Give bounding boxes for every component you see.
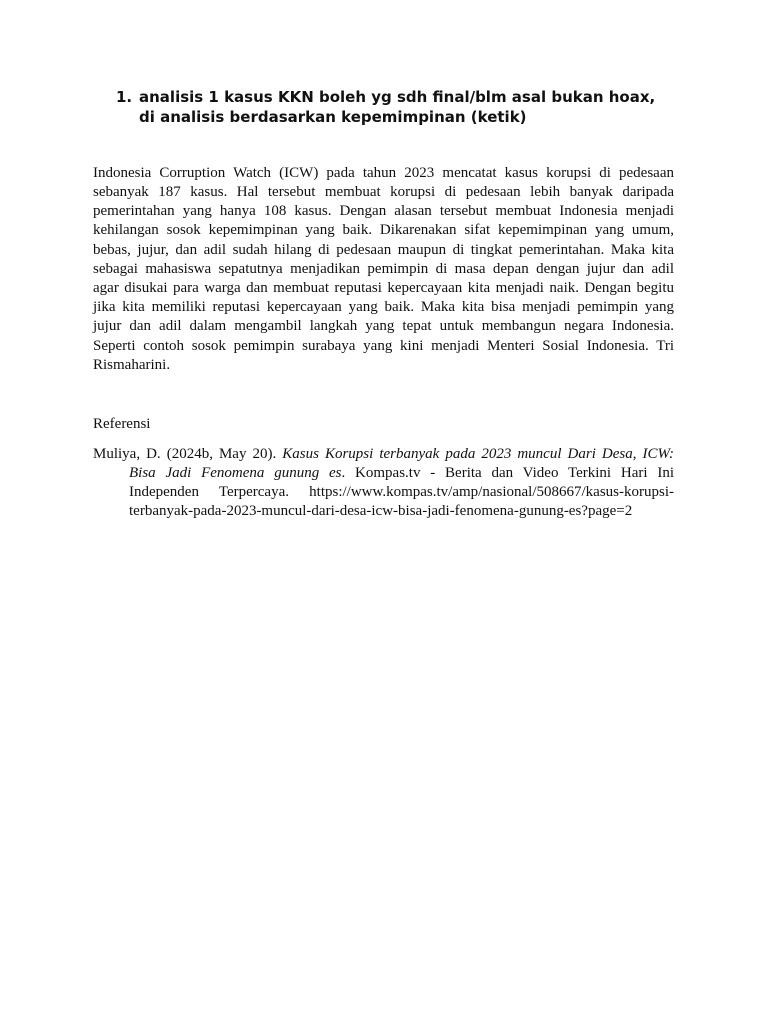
paragraph-line: jika kita memiliki reputasi kepercayaan yang baik. Maka kita bisa menjadi pemimpin yang	[93, 299, 674, 315]
paragraph-line: agar disukai para warga dan membuat reputasi kepercayaan kita menjadi naik. Dengan begitu	[93, 280, 674, 296]
paragraph-line: sebagai mahasiswa sepatutnya menjadikan pemimpin di masa depan dengan jujur dan adil	[93, 261, 674, 277]
paragraph-line: sebanyak 187 kasus. Hal tersebut membuat korupsi di pedesaan lebih banyak daripada	[93, 184, 674, 200]
paragraph-line: Rismaharini.	[93, 357, 171, 373]
reference-source: . Kompas.tv - Berita dan Video Terkini Hari Ini	[341, 465, 674, 481]
heading-line-2: di analisis berdasarkan kepemimpinan (ketik)	[139, 108, 527, 126]
reference-line-2	[129, 464, 674, 483]
reference-url-line: terbanyak-pada-2023-muncul-dari-desa-icw-bisa-jadi-fenomena-gunung-es?page=2	[129, 503, 633, 519]
reference-line-3: Independen Terpercaya. https://www.kompas.tv/amp/nasional/508667/kasus-korupsi-	[129, 484, 674, 500]
reference-author-date: Muliya, D. (2024b, May 20).	[93, 446, 283, 462]
paragraph-line: Indonesia Corruption Watch (ICW) pada tahun 2023 mencatat kasus korupsi di pedesaan	[93, 165, 674, 181]
paragraph-line: jujur dan adil dalam mengambil langkah yang tepat untuk membangun negara Indonesia.	[93, 318, 674, 334]
reference-line-1	[93, 445, 674, 464]
reference-title: Kasus Korupsi terbanyak pada 2023 muncul Dari Desa, ICW:	[282, 446, 674, 462]
paragraph-line: kehilangan sosok kepemimpinan yang baik. Dikarenakan sifat kepemimpinan yang umum,	[93, 222, 674, 238]
heading-line-1: analisis 1 kasus KKN boleh yg sdh final/blm asal bukan hoax,	[139, 88, 656, 106]
references-heading: Referensi	[93, 416, 151, 432]
paragraph-line: Seperti contoh sosok pemimpin surabaya yang kini menjadi Menteri Sosial Indonesia. Tri	[93, 338, 674, 354]
list-number: 1.	[116, 88, 133, 106]
paragraph-line: bebas, jujur, dan adil sudah hilang di pedesaan maupun di tingkat pemerintahan. Maka kita	[93, 242, 674, 258]
reference-title-continued: Bisa Jadi Fenomena gunung es	[129, 465, 342, 481]
paragraph-line: pemerintahan yang hanya 108 kasus. Dengan alasan tersebut membuat Indonesia menjadi	[93, 203, 674, 219]
